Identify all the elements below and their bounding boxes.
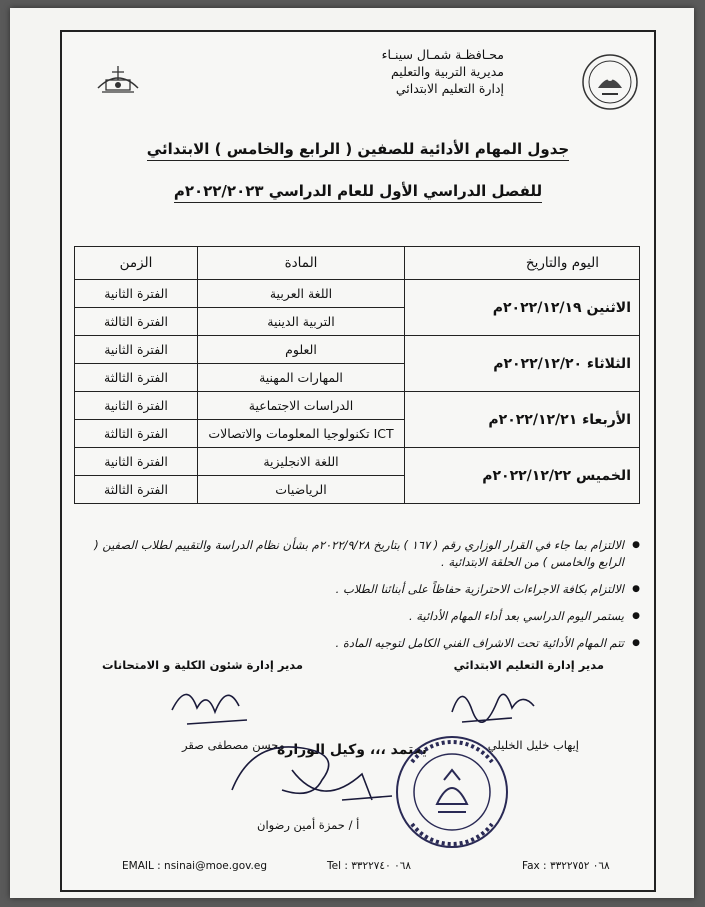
governorate-seal-right <box>580 52 640 112</box>
day-cell: الاثنين ٢٠٢٢/١٢/١٩م <box>405 280 640 336</box>
subject-cell: ICT تكنولوجيا المعلومات والاتصالات <box>198 420 405 448</box>
period-cell: الفترة الثانية <box>75 392 198 420</box>
note-item: ● الالتزام بكافة الاجراءات الاحترازية حفاظاً على أبنائنا الطلاب . <box>80 581 640 598</box>
period-cell: الفترة الثانية <box>75 448 198 476</box>
table-row <box>75 448 640 476</box>
note-item: ● يستمر اليوم الدراسي بعد أداء المهام الأدائية . <box>80 608 640 625</box>
header-governorate: محـافظـة شمـال سينـاء <box>381 47 504 62</box>
deputy-approval-title: يعتمد ،،، وكيل الوزارة <box>277 742 427 758</box>
subject-cell: العلوم <box>198 336 405 364</box>
footer-email: EMAIL : nsinai@moe.gov.eg <box>122 860 267 872</box>
subject-cell: اللغة الانجليزية <box>198 448 405 476</box>
header-day: اليوم والتاريخ <box>405 247 640 280</box>
document-subtitle: للفصل الدراسي الأول للعام الدراسي ٢٠٢٢/٢٠٢٣م <box>62 182 654 200</box>
header-subject: المادة <box>198 247 405 280</box>
deputy-name: أ / حمزة أمين رضوان <box>257 818 360 832</box>
schedule-table <box>74 246 640 504</box>
note-item: ● تتم المهام الأدائية تحت الاشراف الفني الكامل لتوجيه المادة . <box>80 635 640 652</box>
ministry-logo-left <box>92 60 144 100</box>
official-stamp <box>392 732 512 852</box>
header-administration: إدارة التعليم الابتدائي <box>395 81 504 96</box>
header-lines <box>274 46 504 97</box>
day-cell: الخميس ٢٠٢٢/١٢/٢٢م <box>405 448 640 504</box>
primary-director-signature <box>442 672 552 732</box>
note-item: ● الالتزام بما جاء في القرار الوزاري رقم ( ١٦٧ ) بتاريخ ٢٠٢٢/٩/٢٨م بشأن نظام الدراسة والتقييم لطلاب الصفين ( الرابع والخامس ) من الحلقة الابتدائية . <box>80 537 640 571</box>
footer-fax: Fax : ٠٦٨ ٣٣٢٢٧٥٢ <box>522 860 610 872</box>
header-period: الزمن <box>75 247 198 280</box>
day-cell: الأربعاء ٢٠٢٢/١٢/٢١م <box>405 392 640 448</box>
exams-director-signature <box>157 672 267 732</box>
table-row <box>75 336 640 364</box>
period-cell: الفترة الثالثة <box>75 476 198 504</box>
document-sheet <box>10 8 694 898</box>
subject-cell: المهارات المهنية <box>198 364 405 392</box>
document-frame <box>60 30 656 892</box>
footer-tel: Tel : ٠٦٨ ٣٣٢٢٧٤٠ <box>327 860 411 872</box>
period-cell: الفترة الثالثة <box>75 364 198 392</box>
day-cell: الثلاثاء ٢٠٢٢/١٢/٢٠م <box>405 336 640 392</box>
table-row <box>75 392 640 420</box>
subject-cell: الدراسات الاجتماعية <box>198 392 405 420</box>
table-row <box>75 280 640 308</box>
table-header-row <box>75 247 640 280</box>
exams-director-title: مدير إدارة شئون الكلية و الامتحانات <box>102 658 304 672</box>
header-directorate: مديرية التربية والتعليم <box>390 64 504 79</box>
exams-director-name: محسن مصطفى صقر <box>182 738 285 752</box>
subject-cell: اللغة العربية <box>198 280 405 308</box>
primary-director-title: مدير إدارة التعليم الابتدائي <box>453 658 604 672</box>
subject-cell: التربية الدينية <box>198 308 405 336</box>
notes-list <box>80 537 640 662</box>
period-cell: الفترة الثالثة <box>75 420 198 448</box>
period-cell: الفترة الثانية <box>75 336 198 364</box>
period-cell: الفترة الثالثة <box>75 308 198 336</box>
period-cell: الفترة الثانية <box>75 280 198 308</box>
document-footer <box>62 860 654 878</box>
subject-cell: الرياضيات <box>198 476 405 504</box>
primary-director-name: إيهاب خليل الخليلي <box>487 738 579 752</box>
document-title: جدول المهام الأدائية للصفين ( الرابع والخامس ) الابتدائي <box>62 140 654 158</box>
